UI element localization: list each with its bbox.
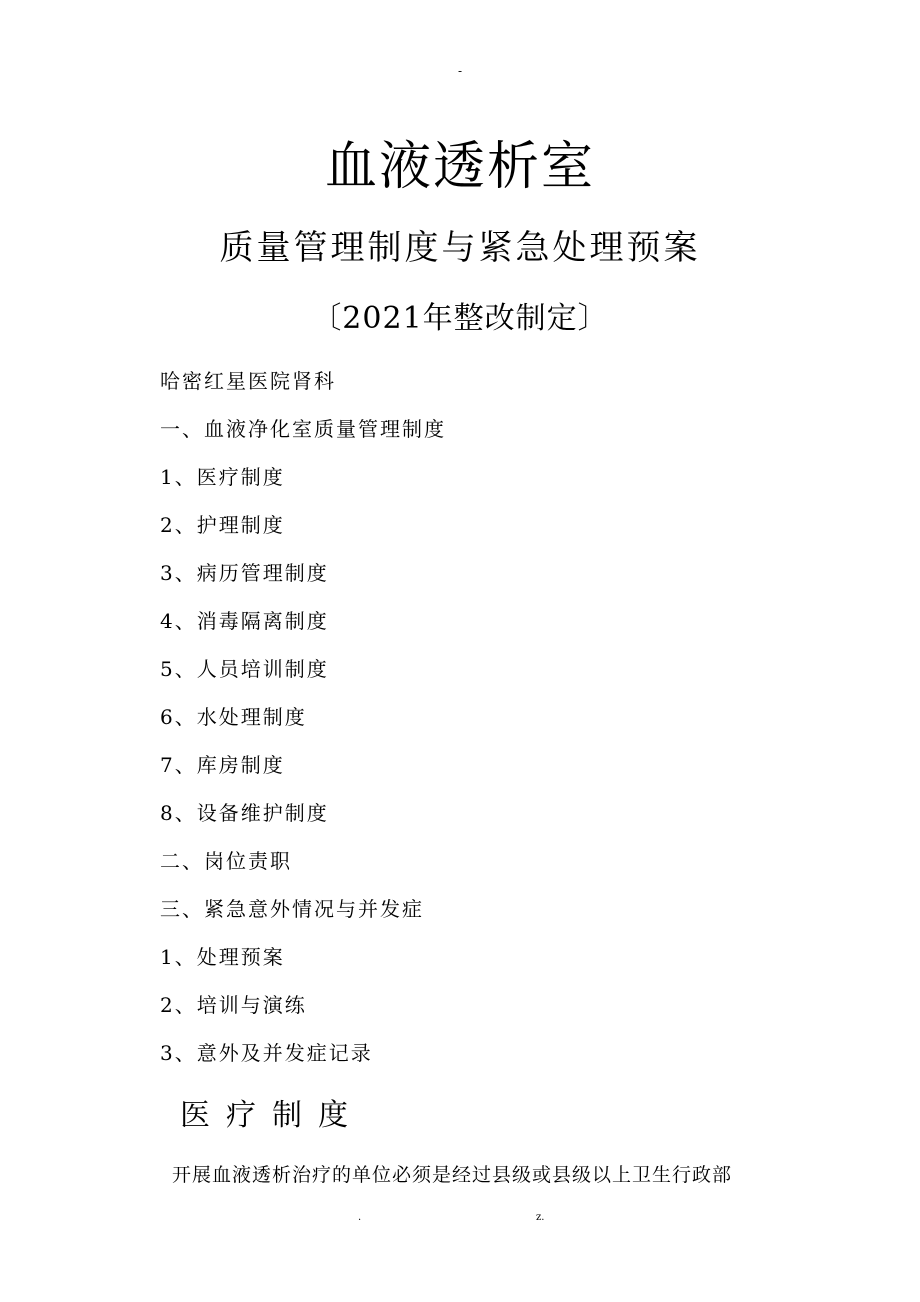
header-mark: - (457, 64, 463, 78)
footer-left-mark: . (358, 1212, 362, 1223)
document-title: 血液透析室 (324, 137, 595, 197)
toc-item: 3、病历管理制度 (160, 561, 329, 585)
toc-item: 2、护理制度 (160, 513, 285, 537)
toc-item: 一、血液净化室质量管理制度 (160, 417, 446, 441)
toc-item: 二、岗位责职 (160, 849, 292, 873)
document-date-note: 〔2021年整改制定〕 (311, 301, 609, 336)
toc-item: 1、医疗制度 (160, 465, 285, 489)
footer-right-mark: z. (536, 1212, 545, 1223)
toc-hospital-name: 哈密红星医院肾科 (160, 369, 336, 393)
toc-item: 6、水处理制度 (160, 705, 307, 729)
toc-item: 7、库房制度 (160, 753, 285, 777)
toc-item: 8、设备维护制度 (160, 801, 329, 825)
toc-item: 1、处理预案 (160, 945, 285, 969)
toc-item: 三、紧急意外情况与并发症 (160, 897, 424, 921)
section-body-text: 开展血液透析治疗的单位必须是经过县级或县级以上卫生行政部 (172, 1164, 733, 1186)
toc-item: 5、人员培训制度 (160, 657, 329, 681)
toc-item: 3、意外及并发症记录 (160, 1041, 373, 1065)
document-subtitle: 质量管理制度与紧急处理预案 (219, 228, 701, 268)
toc-item: 4、消毒隔离制度 (160, 609, 329, 633)
toc-item: 2、培训与演练 (160, 993, 307, 1017)
section-heading: 医疗制度 (180, 1098, 364, 1133)
